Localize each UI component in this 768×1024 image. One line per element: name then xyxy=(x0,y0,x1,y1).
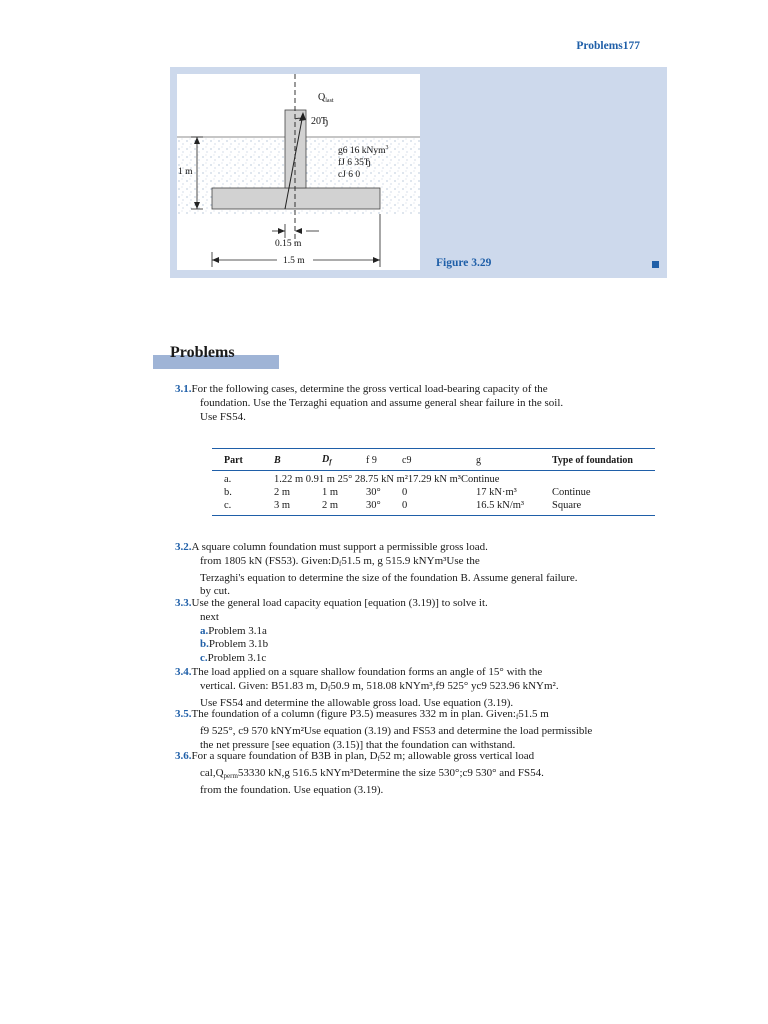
col-c: c9 xyxy=(402,454,412,466)
cell-part: b. xyxy=(224,487,232,498)
problem-text: 50.9 m, 518.08 kNYm³,f9 525° yc9 523.96 kNYm². xyxy=(330,679,559,692)
page-header-ref: Problems177 xyxy=(576,40,640,52)
svg-text:Qlast xyxy=(318,92,334,104)
column xyxy=(285,110,306,188)
problem-text: from 1805 kN (FS53). Given:D xyxy=(200,554,340,567)
cell-df: 2 m xyxy=(322,500,339,511)
col-phi: f 9 xyxy=(366,454,377,466)
problem-3-3 xyxy=(175,597,488,666)
table-row xyxy=(212,473,655,486)
problem-text: the net pressure [see equation (3.15)] that the foundation can withstand. xyxy=(200,738,516,751)
cell-part: a. xyxy=(224,474,232,485)
problem-number: 3.3. xyxy=(175,597,192,609)
table-row xyxy=(212,486,655,499)
cell-phi: 30° xyxy=(366,487,381,498)
depth-label: 1 m xyxy=(178,167,193,177)
problem-3-6: 3.6.For a square foundation of B3B in plan, $D_f52$ m; allowable gross vertical load $cal,Q_{perm}53330$ kN,g 516.5 kNYm³Determine the size 530°;c9 530° and FS54. from the foundation. Use equation (3.19). xyxy=(175,750,544,796)
soil-friction-angle: fJ 6 35Ђ xyxy=(338,158,372,168)
cell-type: Continue xyxy=(552,487,591,498)
cell-part: c. xyxy=(224,500,232,511)
table-row xyxy=(212,499,655,512)
soil-cohesion: cJ 6 0 xyxy=(338,170,361,180)
col-part: Part xyxy=(224,454,243,466)
cell-c: 0 xyxy=(402,487,408,498)
problem-3-5: 3.5.The foundation of a column (figure P3.5) measures 332 m in plan. $Given:_f51.5$ m f9 525°, c9 570 kNYm²Use equation (3.19) and FS53 and determine the load permissible the net pressure [see equation (3.15)] that the foundation can withstand. xyxy=(175,708,593,751)
problem-3-2: 3.2.A square column foundation must support a permissible gross load. from 1805 kN (FS53). $Given:D_f51.5$ m, g 515.9 kNYm³Use the Terzaghi's equation to determine the size of the foundation B. Assume general failure. by cut. xyxy=(175,541,578,598)
svg-text:g6 16 kNym3 xyxy=(338,145,389,156)
problem-text: Use the general load capacity equation [equation (3.19)] to solve it. xyxy=(191,597,488,609)
problem-text: foundation. Use the Terzaghi equation and assume general shear failure in the soil. xyxy=(200,396,564,409)
problem-text: A square column foundation must support a permissible gross load. xyxy=(191,541,488,553)
problem-text: from the foundation. Use equation (3.19). xyxy=(200,783,384,796)
figure-caption: Figure 3.29 xyxy=(436,257,492,269)
problem-number: 3.4. xyxy=(175,666,192,678)
cell-b: 3 m xyxy=(274,500,291,511)
list-item: Problem 3.1a xyxy=(208,624,267,637)
problem-3-4: 3.4.The load applied on a square shallow foundation forms an angle of 15° with the vertical. Given: B51.83 m, $D_f50.9$ m, 518.08 kNYm³,f9 525° yc9 523.96 kNYm². Use FS54 and determine the allowable gross load. Use equation (3.19). xyxy=(175,666,559,709)
problem-text: cal,Q xyxy=(200,766,224,779)
problem-number: 3.1. xyxy=(175,383,192,395)
problem-text: For the following cases, determine the gross vertical load-bearing capacity of the xyxy=(191,383,548,395)
problem-text: Use FS54. xyxy=(200,410,246,423)
list-marker: b. xyxy=(200,638,209,651)
problem-text: The load applied on a square shallow foundation forms an angle of 15° with the xyxy=(191,666,543,678)
col-g: g xyxy=(476,454,481,466)
problem-text: 53330 kN,g 516.5 kNYm³Determine the size 530°;c9 530° and FS54. xyxy=(237,766,544,779)
offset-label: 0.15 m xyxy=(275,239,302,249)
col-type: Type of foundation xyxy=(552,454,633,466)
section-title: Problems xyxy=(170,344,235,361)
load-label: Q xyxy=(318,92,326,103)
problem-text: For a square foundation of B3B in plan, D xyxy=(191,750,378,762)
end-square-icon xyxy=(652,261,659,268)
problem-text: next xyxy=(200,610,219,623)
problem-text: by cut. xyxy=(200,585,230,598)
list-marker: a. xyxy=(200,624,209,637)
col-b: B xyxy=(274,454,281,466)
cell-type: Square xyxy=(552,500,582,511)
width-label: 1.5 m xyxy=(283,256,305,266)
table-header-row xyxy=(212,449,655,470)
cell-c: 0 xyxy=(402,500,408,511)
load-label-sub: last xyxy=(325,98,334,104)
problem-3-1 xyxy=(175,383,563,424)
problem-text: Use FS54 and determine the allowable gross load. Use equation (3.19). xyxy=(200,696,514,709)
problem-text: 51.5 m xyxy=(518,708,549,720)
problem-text: 51.5 m, g 515.9 kNYm³Use the xyxy=(341,554,480,567)
problem-text: Terzaghi's equation to determine the size of the foundation B. Assume general failure. xyxy=(200,571,578,584)
problem-table xyxy=(212,448,655,516)
angle-label: 20Ђ xyxy=(311,116,329,127)
cell-row-a: 1.22 m 0.91 m 25° 28.75 kN m²17.29 kN m³Continue xyxy=(274,474,500,485)
table-bottom-rule xyxy=(212,515,655,516)
cell-g: 16.5 kN/m³ xyxy=(476,500,525,511)
list-marker: c. xyxy=(200,652,208,665)
problem-text: vertical. Given: B51.83 m, D xyxy=(200,679,329,692)
table-header-rule xyxy=(212,470,655,471)
list-item: Problem 3.1c xyxy=(207,652,267,665)
problem-number: 3.2. xyxy=(175,541,192,553)
soil-unit-weight-sup: 3 xyxy=(385,145,389,151)
problem-number: 3.5. xyxy=(175,708,192,720)
soil-unit-weight: g6 16 kNym xyxy=(338,146,386,156)
cell-b: 2 m xyxy=(274,487,291,498)
problem-number: 3.6. xyxy=(175,750,192,762)
problem-text: 52 m; allowable gross vertical load xyxy=(379,750,535,762)
problem-text: f9 525°, c9 570 kNYm²Use equation (3.19) and FS53 and determine the load permissible xyxy=(200,724,593,737)
footing xyxy=(212,188,380,209)
col-df: $D_f$ xyxy=(322,454,332,466)
cell-g: 17 kN·m³ xyxy=(476,487,517,498)
cell-phi: 30° xyxy=(366,500,381,511)
foundation-figure xyxy=(177,74,420,270)
problem-text: The foundation of a column (figure P3.5) measures 332 m in plan. Given: xyxy=(191,708,516,720)
list-item: Problem 3.1b xyxy=(208,638,269,651)
cell-df: 1 m xyxy=(322,487,339,498)
